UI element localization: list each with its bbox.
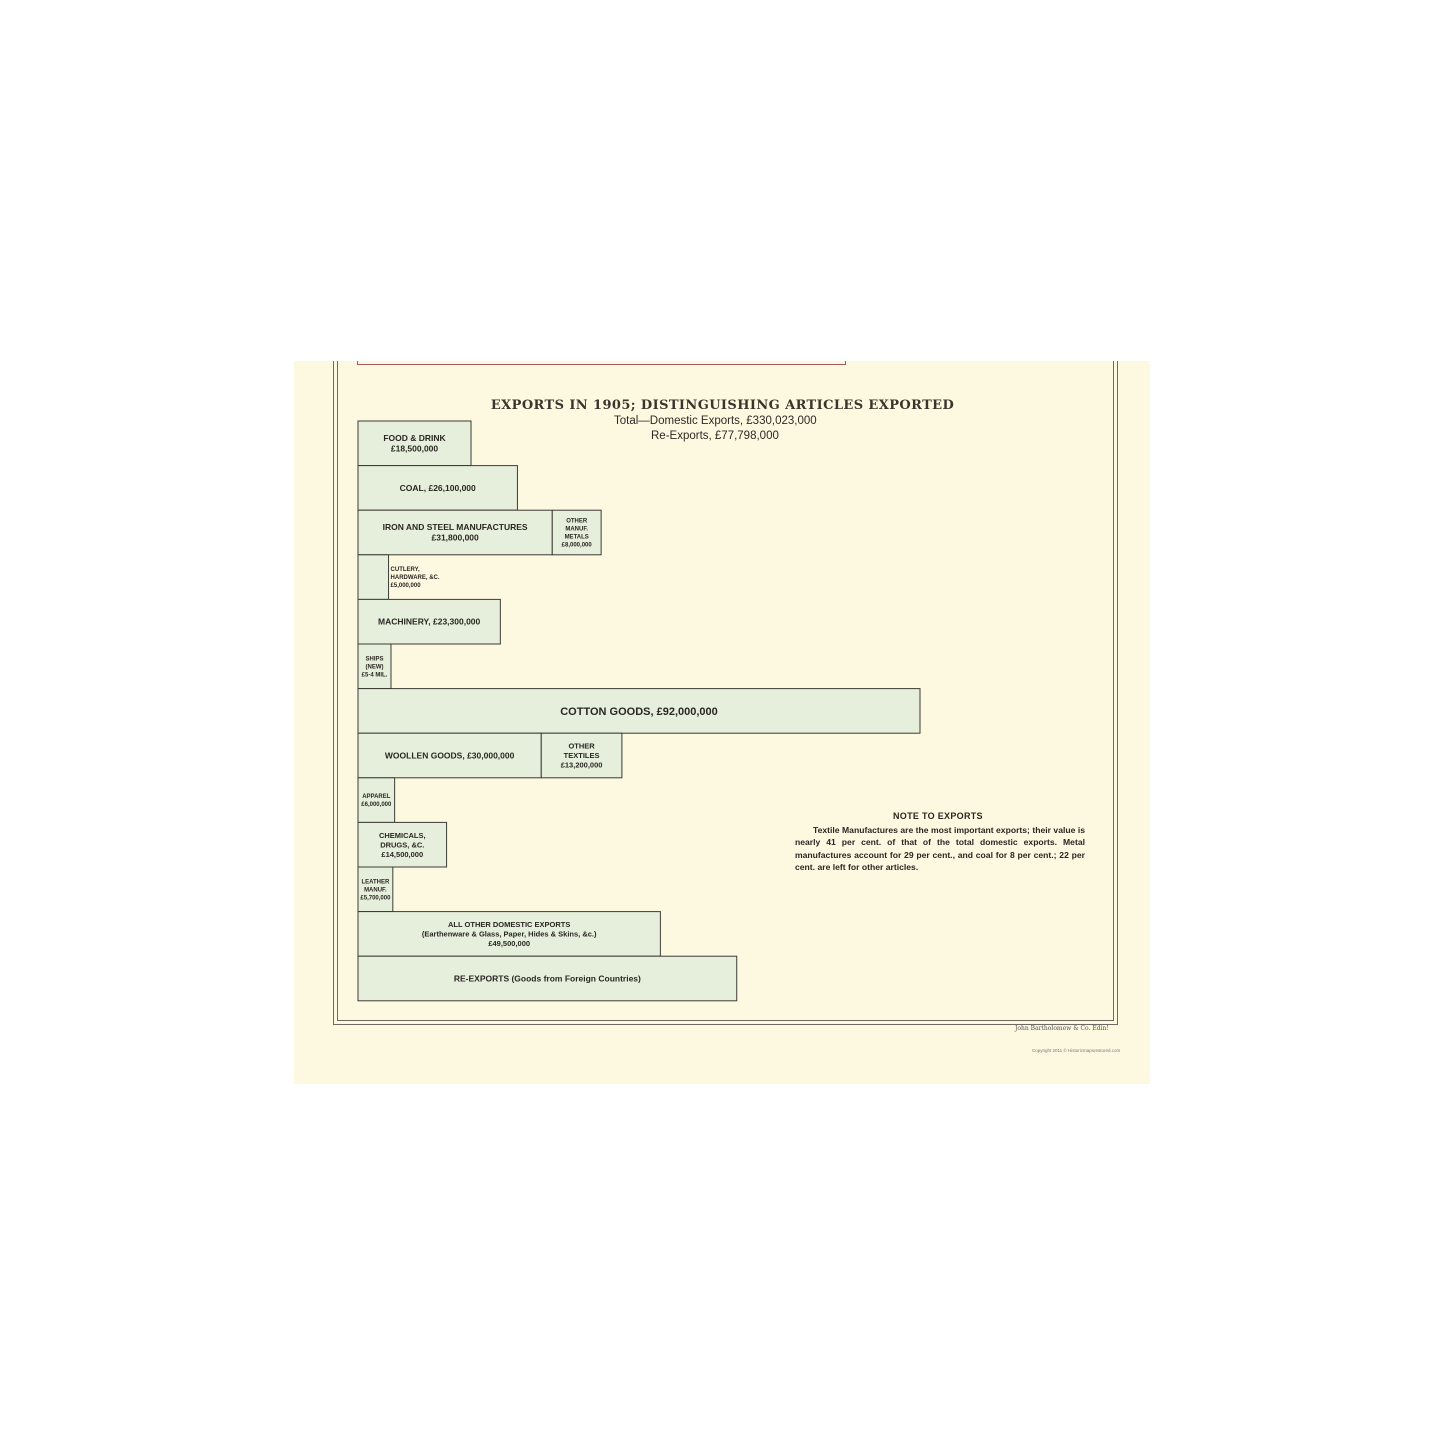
bar-label-other-manuf-metals: METALS (564, 534, 589, 541)
bar-label-other-textiles: TEXTILES (563, 751, 600, 761)
bar-label-food-drink: FOOD & DRINK (383, 433, 446, 444)
bar-label-cutlery-hardware-c: HARDWARE, &C. (390, 575, 440, 582)
publisher-credit: John Bartholomew & Co. Edin! (1015, 1025, 1109, 1032)
bar-label-re-exports: RE-EXPORTS (Goods from Foreign Countries) (453, 973, 641, 984)
bar-label-ships-new: SHIPS (365, 656, 384, 663)
bar-label-cotton-goods: COTTON GOODS, £92,000,000 (560, 705, 718, 718)
bar-label-apparel: £6,000,000 (361, 802, 392, 809)
bar-label-food-drink: £18,500,000 (390, 443, 439, 454)
copyright-line: Copyright 2011 © Historicmapsrestored.com (1032, 1048, 1121, 1053)
bar-label-ships-new: (NEW) (365, 664, 384, 671)
chart-subtitle-reexports: Re-Exports, £77,798,000 (651, 430, 779, 442)
bar-label-leather-manuf: £5,700,000 (360, 895, 391, 902)
bar-label-other-textiles: £13,200,000 (560, 760, 603, 770)
chart-subtitle-domestic: Total—Domestic Exports, £330,023,000 (614, 415, 817, 427)
bar-label-cutlery-hardware-c: CUTLERY, (390, 567, 420, 574)
bar-label-chemicals-drugs-c: CHEMICALS, (378, 830, 426, 840)
bar-label-coal: COAL, £26,100,000 (399, 482, 476, 493)
bar-label-other-textiles: OTHER (568, 741, 595, 751)
bar-label-leather-manuf: MANUF. (364, 887, 387, 894)
bar-label-ships-new: £5·4 MIL. (361, 672, 388, 679)
bar-label-chemicals-drugs-c: DRUGS, &C. (380, 840, 425, 850)
bar-label-machinery: MACHINERY, £23,300,000 (378, 616, 481, 627)
bar-label-cutlery-hardware-c: £5,000,000 (390, 583, 421, 590)
note-heading: NOTE TO EXPORTS (893, 811, 983, 821)
bar-label-other-manuf-metals: £8,000,000 (561, 542, 592, 549)
bar-label-apparel: APPAREL (362, 794, 391, 801)
chart-title: EXPORTS IN 1905; DISTINGUISHING ARTICLES EXPORTED (490, 398, 955, 413)
bar-label-other-manuf-metals: OTHER (566, 518, 588, 525)
bar-label-other-manuf-metals: MANUF. (565, 526, 589, 533)
note-text: Textile Manufactures are the most important exports; their value is nearly 41 per cent. of that of the total domestic exports. Metal manufactures account for 29 per cent., and coal for 8 per cent.; 22 per cent. are left for other articles. (795, 825, 1085, 872)
bar-cutlery-hardware-c (358, 555, 389, 600)
bar-label-chemicals-drugs-c: £14,500,000 (381, 849, 424, 859)
bar-label-all-other-domestic-exports: ALL OTHER DOMESTIC EXPORTS (448, 920, 571, 930)
bar-label-leather-manuf: LEATHER (361, 879, 390, 886)
bar-label-all-other-domestic-exports: £49,500,000 (488, 939, 531, 949)
bar-label-woollen-goods: WOOLLEN GOODS, £30,000,000 (384, 750, 515, 761)
bar-label-all-other-domestic-exports: (Earthenware & Glass, Paper, Hides & Skins, &c.) (421, 929, 597, 939)
bar-label-iron-and-steel-manufactures: £31,800,000 (431, 532, 479, 543)
bar-label-iron-and-steel-manufactures: IRON AND STEEL MANUFACTURES (382, 522, 528, 533)
